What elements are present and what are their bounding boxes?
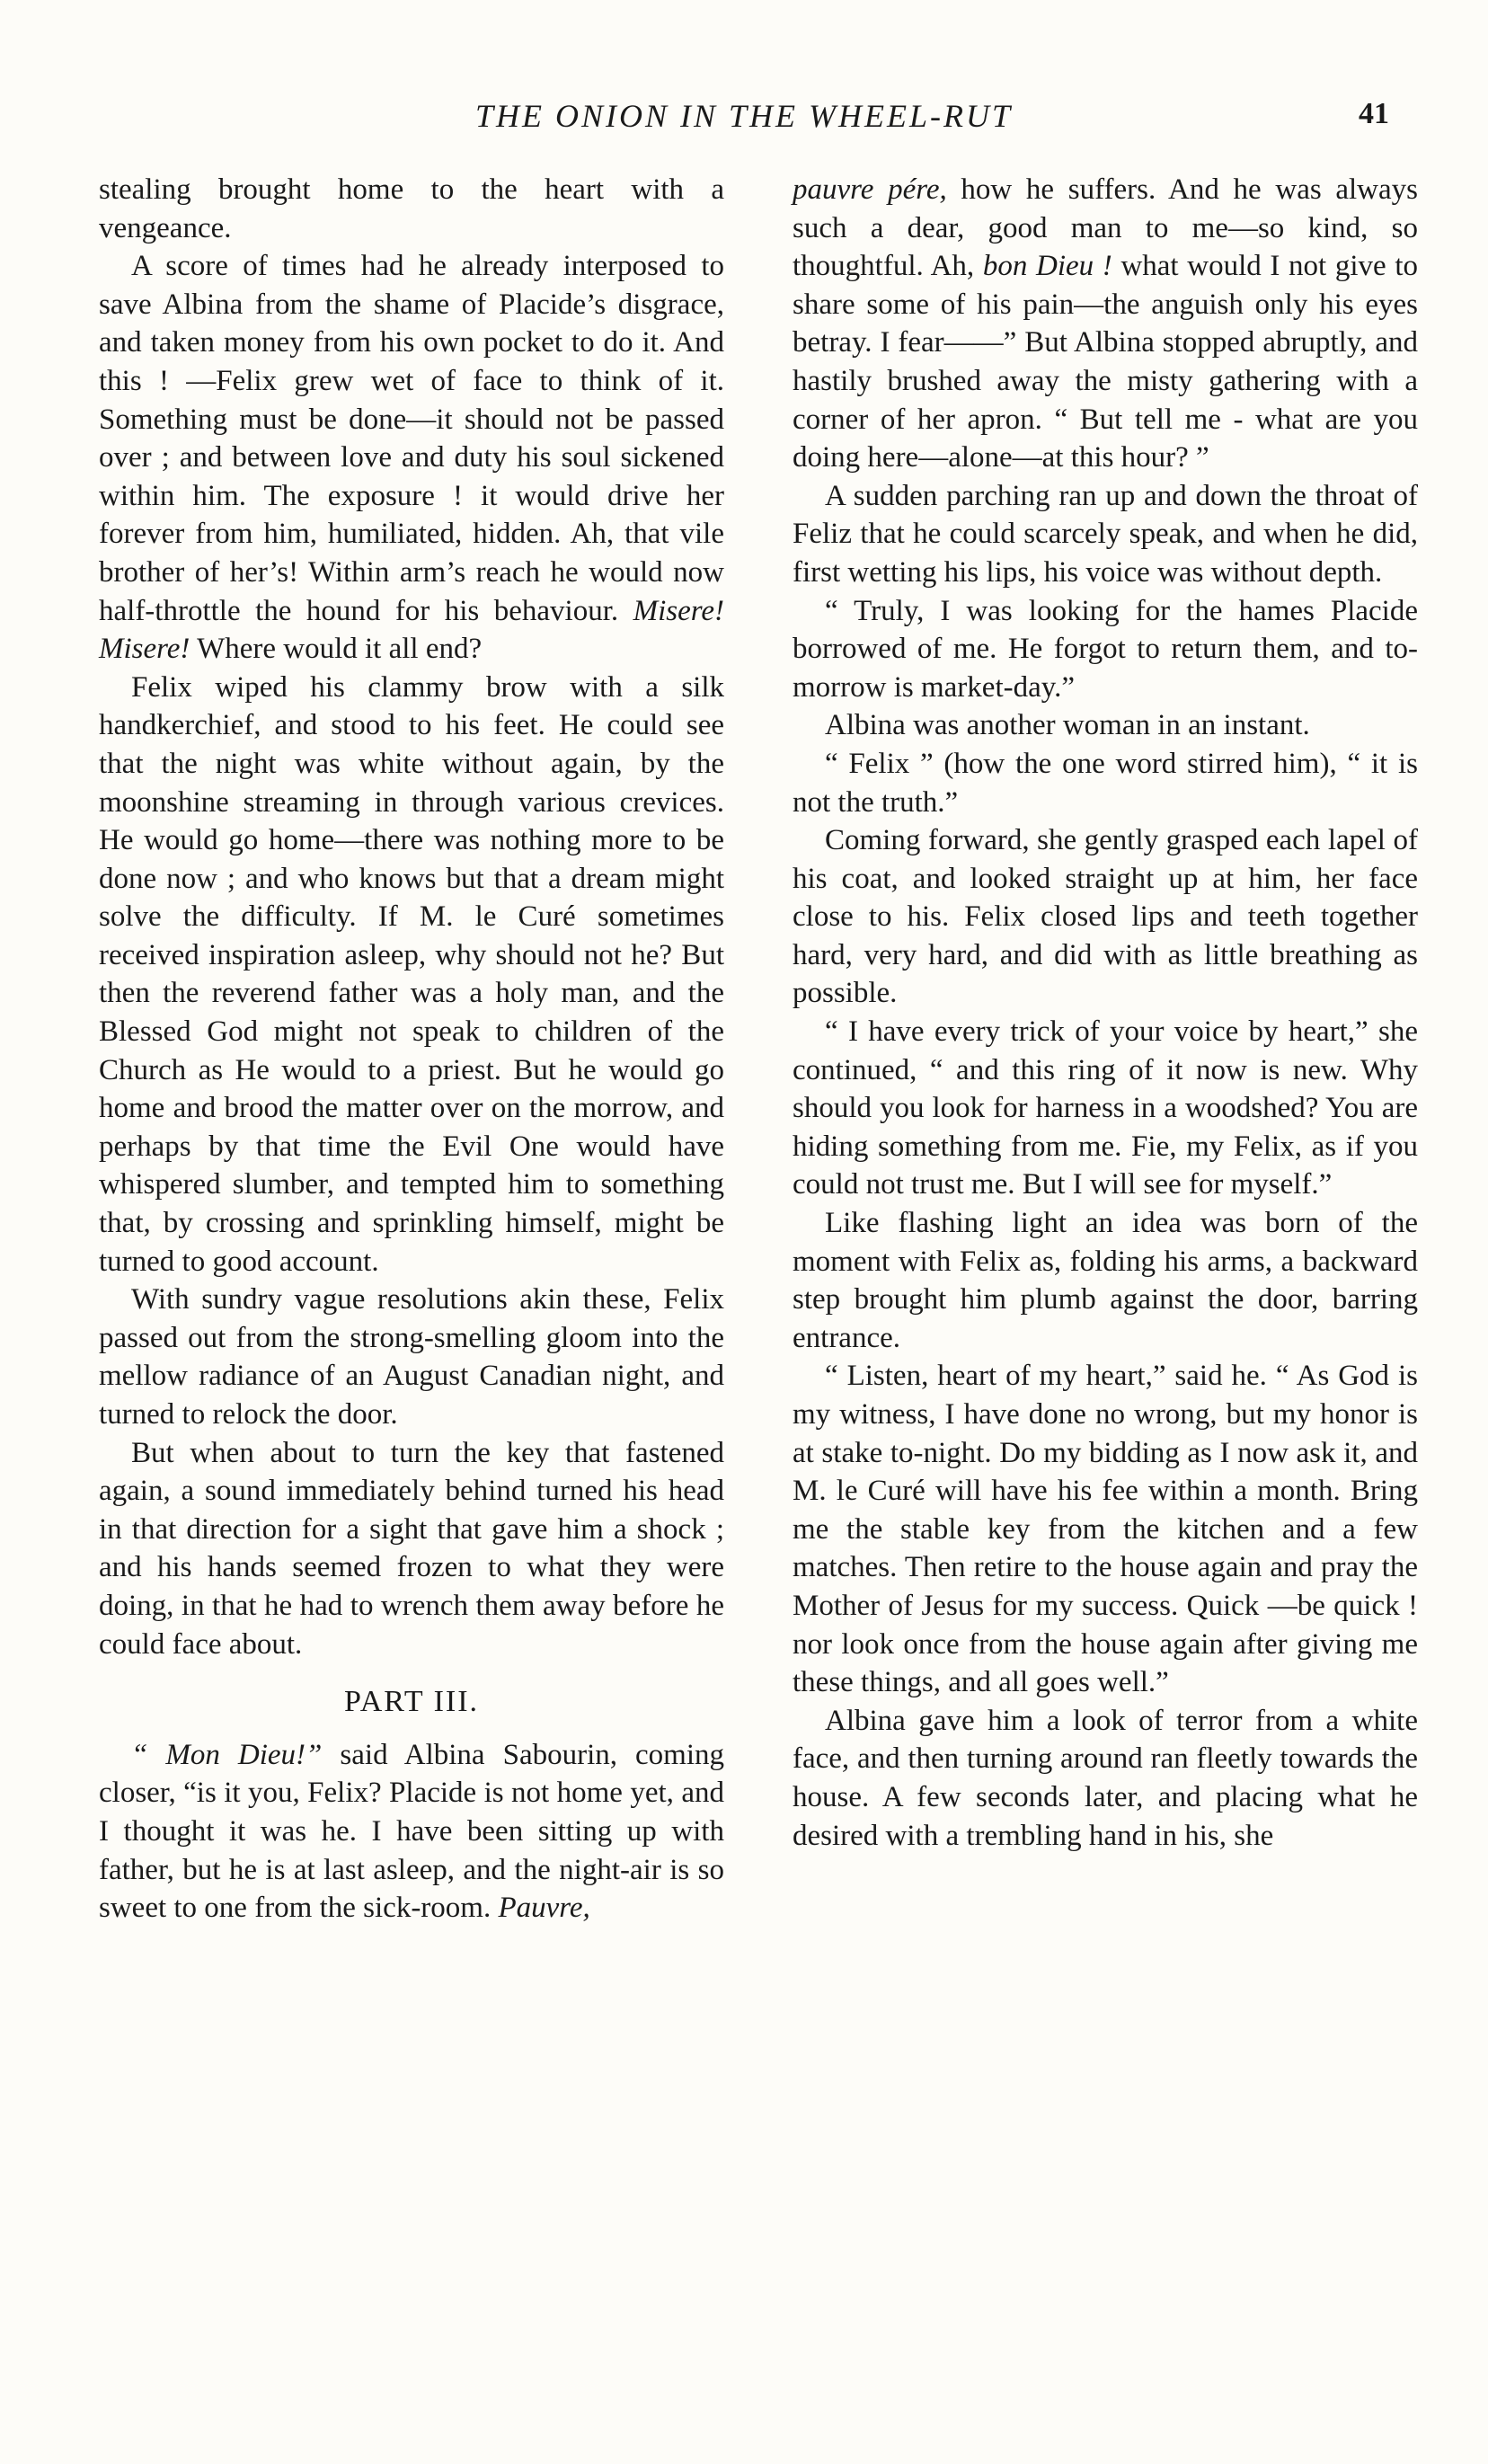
paragraph: “ Felix ” (how the one word stirred him), “ it is not the truth.” bbox=[793, 747, 1418, 819]
paragraph: Felix wiped his clammy brow with a silk handkerchief, and stood to his feet. He could see that the night was white without again, by the moonshine streaming in through various crevices. He would go home—there was nothing more to be done now ; and who knows but that a dream might solve the difficulty. If M. le Curé sometimes received inspiration asleep, why should not he? But then the reverend father was a holy man, and the Blessed God might not speak to children of the Church as He would to a priest. But he would go home and brood the matter over on the morrow, and perhaps by that time the Evil One would have whispered slumber, and tempted him to something that, by crossing and sprinkling himself, might be turned to good account. bbox=[99, 670, 724, 1278]
paragraph: With sundry vague resolutions akin these, Felix passed out from the strong-smelling gloom into the mellow radiance of an August Canadian night, and turned to relock the door. bbox=[99, 1283, 724, 1431]
right-column bbox=[793, 171, 1418, 1855]
paragraph: “ Truly, I was looking for the hames Placide borrowed of me. He forgot to return them, and to-morrow is market-day.” bbox=[793, 594, 1418, 704]
paragraph: “ Listen, heart of my heart,” said he. “ As God is my witness, I have done no wrong, but my honor is at stake to-night. Do my bidding as I now ask it, and M. le Curé will have his fee within a month. Bring me the stable key from the kitchen and a few matches. Then retire to the house again and pray the Mother of Jesus for my success. Quick —be quick ! nor look once from the house again after giving me these things, and all goes well.” bbox=[793, 1360, 1418, 1699]
paragraph: Albina gave him a look of terror from a white face, and then turning around ran fleetly towards the house. A few seconds later, and placing what he desired with a trembling hand in his, she bbox=[793, 1704, 1418, 1852]
part-heading: PART III. bbox=[343, 1685, 480, 1719]
paragraph: A score of times had he already interposed to save Albina from the shame of Placide’s disgrace, and taken money from his own pocket to do it. And this ! —Felix grew wet of face to think of it. Something must be done—it should not be passed over ; and between love and duty his soul sickened within him. The exposure ! it would drive her forever from him, humiliated, hidden. Ah, that vile brother of her’s! Within arm’s reach he would now half-throttle the hound for his behaviour. Misere! Misere! Where would it all end? bbox=[99, 250, 724, 666]
paragraph: But when about to turn the key that fastened again, a sound immediately behind turned his head in that direction for a sight that gave him a shock ; and his hands seemed frozen to what they were doing, in that he had to wrench them away before he could face about. bbox=[99, 1436, 724, 1661]
page-number: 41 bbox=[1359, 97, 1389, 130]
paragraph: Like flashing light an idea was born of the moment with Felix as, folding his arms, a backward step brought him plumb against the door, barring entrance. bbox=[793, 1207, 1418, 1354]
paragraph: Albina was another woman in an instant. bbox=[825, 709, 1310, 742]
paragraph: Coming forward, she gently grasped each lapel of his coat, and looked straight up at him, her face close to his. Felix closed lips and teeth together hard, very hard, and did with as little breathing as possible. bbox=[793, 824, 1418, 1010]
paragraph: “ I have every trick of your voice by heart,” she continued, “ and this ring of it now is new. Why should you look for harness in a woodshed? You are hiding something from me. Fie, my Felix, as if you could not trust me. But I will see for myself.” bbox=[793, 1015, 1418, 1201]
paragraph: “ Mon Dieu!” said Albina Sabourin, coming closer, “is it you, Felix? Placide is not home yet, and I thought it was he. I have been sitting up with father, but he is at last asleep, and the night-air is so sweet to one from the sick-room. Pauvre, bbox=[99, 1738, 725, 1925]
paragraph: A sudden parching ran up and down the throat of Feliz that he could scarcely speak, and when he did, first wetting his lips, his voice was without depth. bbox=[793, 479, 1418, 589]
running-head: THE ONION IN THE WHEEL-RUT bbox=[474, 98, 1013, 134]
page-header bbox=[99, 97, 1389, 147]
paragraph: stealing brought home to the heart with a vengeance. bbox=[99, 173, 724, 244]
left-column bbox=[99, 171, 724, 1928]
paragraph: pauvre pére, how he suffers. And he was always such a dear, good man to me—so kind, so thoughtful. Ah, bon Dieu ! what would I not give to share some of his pain—the anguish only his eyes betray. I fear——” But Albina stopped abruptly, and hastily brushed away the misty gathering with a corner of her apron. “ But tell me - what are you doing here—alone—at this hour? ” bbox=[793, 173, 1418, 474]
